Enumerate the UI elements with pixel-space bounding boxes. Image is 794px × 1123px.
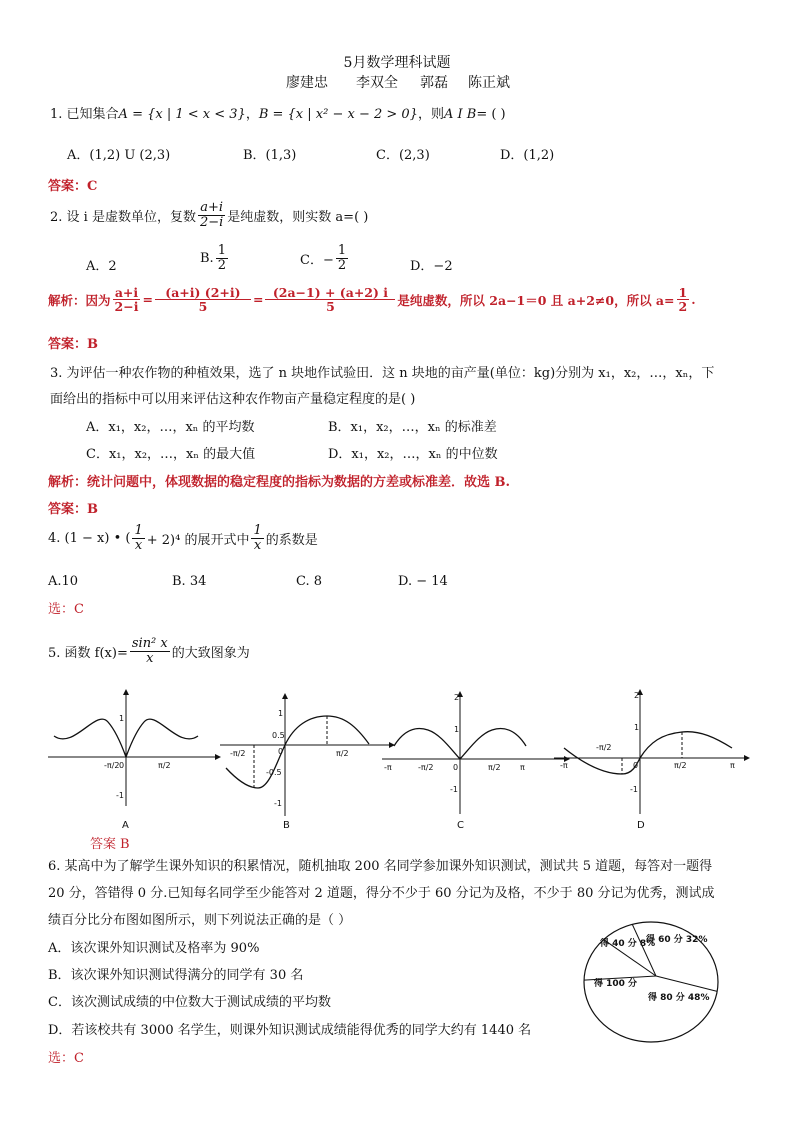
q1-option-b: B．(1,3) bbox=[243, 148, 297, 163]
q1-option-a: A．(1,2) U (2,3) bbox=[67, 148, 171, 163]
tick-label: π/2 bbox=[674, 761, 687, 770]
tick-label: 0 bbox=[119, 761, 125, 770]
q6-option-c: C．该次测试成绩的中位数大于测试成绩的平均数 bbox=[48, 995, 331, 1010]
tick-label: 1 bbox=[454, 725, 460, 734]
q6-option-b: B．该次课外知识测试得满分的同学有 30 名 bbox=[48, 968, 304, 983]
q4-option-a: A.10 bbox=[48, 574, 79, 589]
q6-option-a: A．该次课外知识测试及格率为 90% bbox=[48, 941, 260, 956]
q3-option-d: D．x₁，x₂，…，xₙ 的中位数 bbox=[328, 447, 498, 462]
graph-a bbox=[48, 690, 220, 806]
tick-label: 2 bbox=[454, 693, 460, 702]
q2-option-d: D．−2 bbox=[410, 259, 453, 274]
q1-option-c: C．(2,3) bbox=[376, 148, 430, 163]
tick-label: -0.5 bbox=[266, 768, 282, 777]
q1-option-d: D．(1,2) bbox=[500, 148, 555, 163]
tick-label: π bbox=[520, 763, 525, 772]
q4-answer: 选：C bbox=[48, 602, 84, 617]
author-name: 廖建忠 bbox=[286, 75, 328, 91]
question-6-line1: 6. 某高中为了解学生课外知识的积累情况，随机抽取 200 名同学参加课外知识测试，测试共 5 道题，每答对一题得 bbox=[48, 859, 713, 874]
graph-c bbox=[382, 692, 569, 814]
tick-label: 1 bbox=[278, 709, 284, 718]
question-4-stem: 4. (1 − x) • ( $\frac{1}{x}$ + 2)⁴ 的展开式中 $\frac{1}{x}$ 的系数是 bbox=[48, 523, 318, 553]
author-name: 郭磊 bbox=[420, 75, 448, 91]
graph-label-d: D bbox=[637, 820, 645, 831]
q2-option-c: C．− $\frac{1}{2}$ bbox=[300, 243, 347, 273]
tick-label: -1 bbox=[450, 785, 458, 794]
tick-label: 1 bbox=[119, 714, 125, 723]
tick-label: 0 bbox=[278, 747, 284, 756]
tick-label: 0.5 bbox=[272, 731, 285, 740]
q3-option-b: B．x₁，x₂，…，xₙ 的标准差 bbox=[328, 420, 497, 435]
tick-label: 0 bbox=[453, 763, 459, 772]
graph-d bbox=[554, 690, 749, 814]
q5-answer: 答案 B bbox=[90, 837, 130, 852]
tick-label: -π/2 bbox=[596, 743, 612, 752]
q3-option-c: C．x₁，x₂，…，xₙ 的最大值 bbox=[86, 447, 256, 462]
document-title: 5月数学理科试题 bbox=[343, 55, 451, 71]
q2-option-a: A．2 bbox=[86, 259, 117, 274]
q4-option-c: C. 8 bbox=[296, 574, 323, 589]
pie-label-40: 得 40 分 8% bbox=[600, 939, 656, 949]
q4-option-b: B. 34 bbox=[172, 574, 207, 589]
pie-label-60: 得 60 分 32% bbox=[646, 935, 708, 945]
question-3-line1: 3. 为评估一种农作物的种植效果，选了 n 块地作试验田．这 n 块地的亩产量(单位：kg)分别为 x₁，x₂，…，xₙ，下 bbox=[50, 366, 715, 381]
tick-label: π/2 bbox=[488, 763, 501, 772]
graph-label-c: C bbox=[457, 820, 464, 831]
tick-label: π/2 bbox=[336, 749, 349, 758]
question-2-stem: 2. 设 i 是虚数单位，复数 $\frac{a+i}{2-i}$ 是纯虚数，则实数 a=( ) bbox=[50, 200, 369, 230]
function-graphs bbox=[44, 686, 784, 836]
tick-label: -1 bbox=[116, 791, 124, 800]
graph-b bbox=[220, 694, 394, 816]
tick-label: 1 bbox=[634, 723, 640, 732]
tick-label: -π/2 bbox=[230, 749, 246, 758]
author-name: 李双全 bbox=[356, 75, 398, 91]
pie-label-100: 得 100 分 bbox=[594, 979, 638, 989]
question-6-line2: 20 分，答错得 0 分.已知每名同学至少能答对 2 道题，得分不少于 60 分记为及格，不少于 80 分记为优秀，测试成 bbox=[48, 886, 715, 901]
tick-label: π bbox=[730, 761, 735, 770]
graph-label-b: B bbox=[283, 820, 290, 831]
q6-answer: 选：C bbox=[48, 1051, 84, 1066]
q2-option-b: B. $\frac{1}{2}$ bbox=[200, 243, 226, 273]
tick-label: -1 bbox=[630, 785, 638, 794]
q2-answer: 答案：B bbox=[48, 337, 99, 352]
tick-label: 2 bbox=[634, 691, 640, 700]
graph-label-a: A bbox=[122, 820, 129, 831]
question-5-stem: 5. 函数 f(x)= $\frac{\text{sin² x}}{x}$ 的大致图象为 bbox=[48, 636, 250, 666]
score-pie-chart bbox=[580, 918, 730, 1048]
q3-analysis: 解析：统计问题中，体现数据的稳定程度的指标为数据的方差或标准差．故选 B. bbox=[48, 475, 511, 490]
tick-label: -π/2 bbox=[104, 761, 120, 770]
fraction: $\frac{a+i}{2-i}$ bbox=[199, 200, 224, 230]
tick-label: -π bbox=[384, 763, 392, 772]
tick-label: -π/2 bbox=[418, 763, 434, 772]
tick-label: π/2 bbox=[158, 761, 171, 770]
question-1-stem: 1. 已知集合A = {x | 1 < x < 3}，B = {x | x² − x − 2 > 0}，则A I B= ( ) bbox=[50, 107, 506, 122]
q1-answer: 答案：C bbox=[48, 179, 98, 194]
q3-answer: 答案：B bbox=[48, 502, 99, 517]
question-6-line3: 绩百分比分布图如图所示，则下列说法正确的是（ ） bbox=[48, 913, 352, 928]
q3-option-a: A．x₁，x₂，…，xₙ 的平均数 bbox=[86, 420, 255, 435]
q2-analysis: 解析： 因为 $\frac{a+i}{2-i}$ = $\frac{(a+i) (2+i)}{5}$ = $\frac{(2a-1) + (a+2) i}{5}$ 是纯虚数，所以 2a−1＝0 且 a+2≠0，所以 a= $\frac{1}{2}$ . bbox=[48, 285, 696, 315]
pie-label-80: 得 80 分 48% bbox=[648, 993, 710, 1003]
q6-option-d: D．若该校共有 3000 名学生，则课外知识测试成绩能得优秀的同学大约有 1440 名 bbox=[48, 1023, 532, 1038]
tick-label: -1 bbox=[274, 799, 282, 808]
tick-label: -π bbox=[560, 761, 568, 770]
question-3-line2: 面给出的指标中可以用来评估这种农作物亩产量稳定程度的是( ) bbox=[50, 392, 416, 407]
author-name: 陈正斌 bbox=[468, 75, 510, 91]
q4-option-d: D. − 14 bbox=[398, 574, 448, 589]
tick-label: 0 bbox=[633, 761, 639, 770]
